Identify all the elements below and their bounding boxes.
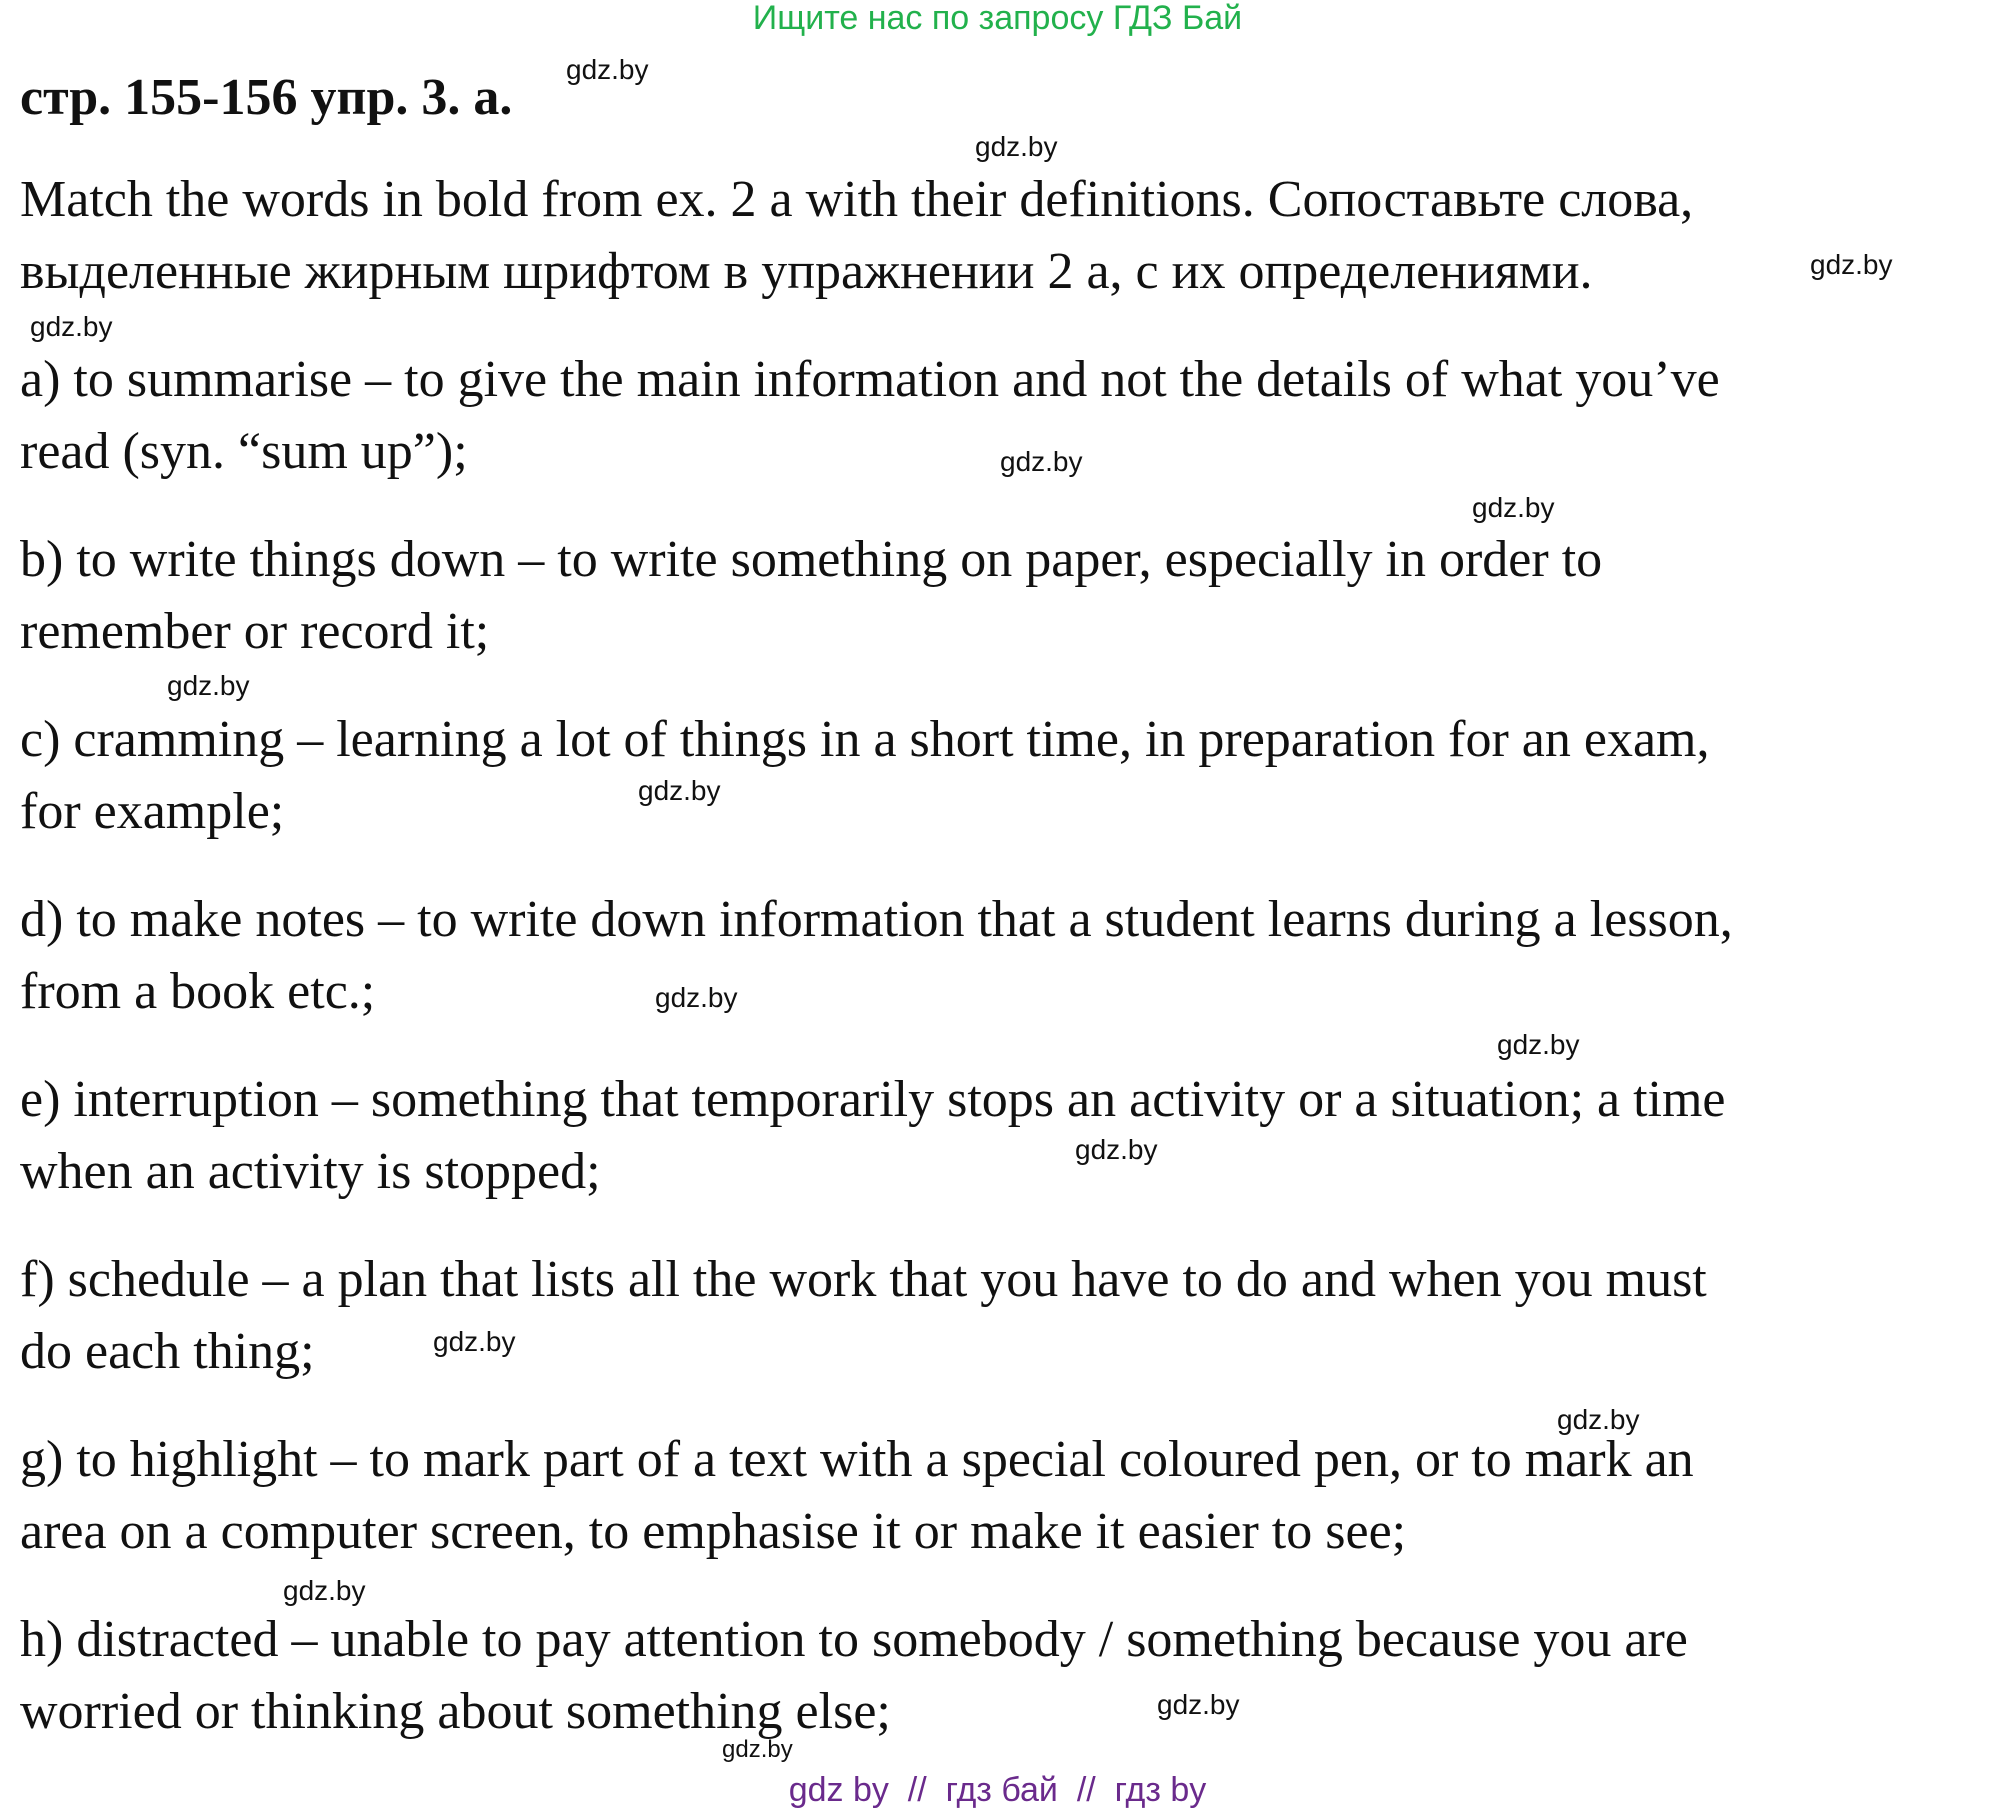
watermark: gdz.by (1000, 446, 1083, 477)
watermark: gdz.by (655, 982, 738, 1013)
definition-line: d) to make notes – to write down information that a student learns during a lesson, (20, 891, 1733, 948)
definition-line: from a book etc.; (20, 963, 376, 1020)
intro-line: Match the words in bold from ex. 2 a with their definitions. Сопоставьте слова, (20, 171, 1694, 228)
definition-line: h) distracted – unable to pay attention to somebody / something because you are (20, 1611, 1688, 1668)
definition-line: f) schedule – a plan that lists all the work that you have to do and when you must (20, 1251, 1707, 1308)
definition-line: worried or thinking about something else; (20, 1683, 891, 1740)
watermark: gdz.by (1472, 492, 1555, 523)
watermark: gdz.by (1075, 1134, 1158, 1165)
watermark: gdz.by (566, 54, 649, 85)
watermark: gdz.by (638, 775, 721, 806)
definition-line: when an activity is stopped; (20, 1143, 601, 1200)
definition-line: b) to write things down – to write something on paper, especially in order to (20, 531, 1603, 588)
definition-line: for example; (20, 783, 285, 840)
watermark: gdz.by (1497, 1029, 1580, 1060)
definition-line: do each thing; (20, 1323, 315, 1380)
intro-line: выделенные жирным шрифтом в упражнении 2 а, с их определениями. (20, 243, 1593, 300)
watermark: gdz.by (1810, 249, 1893, 280)
definition-line: area on a computer screen, to emphasise it or make it easier to see; (20, 1503, 1407, 1560)
watermark: gdz.by (167, 670, 250, 701)
exercise-heading: стр. 155-156 упр. 3. а. (20, 69, 513, 126)
top-banner: Ищите нас по запросу ГДЗ Бай (752, 0, 1243, 37)
definition-line: c) cramming – learning a lot of things in a short time, in preparation for an exam, (20, 711, 1710, 768)
definition-line: e) interruption – something that temporarily stops an activity or a situation; a time (20, 1071, 1726, 1128)
watermark: gdz.by (1157, 1689, 1240, 1720)
definition-line: a) to summarise – to give the main information and not the details of what you’ve (20, 351, 1720, 408)
definition-line: read (syn. “sum up”); (20, 423, 468, 480)
watermark: gdz.by (975, 131, 1058, 162)
watermark: gdz.by (283, 1575, 366, 1606)
watermark: gdz.by (30, 311, 113, 342)
definition-line: remember or record it; (20, 603, 490, 660)
definition-line: g) to highlight – to mark part of a text with a special coloured pen, or to mark an (20, 1431, 1694, 1488)
watermark: gdz.by (433, 1326, 516, 1357)
watermark: gdz.by (1557, 1404, 1640, 1435)
watermark: gdz.by (722, 1736, 793, 1763)
footer-links: gdz by // гдз бай // гдз by (788, 1771, 1207, 1809)
